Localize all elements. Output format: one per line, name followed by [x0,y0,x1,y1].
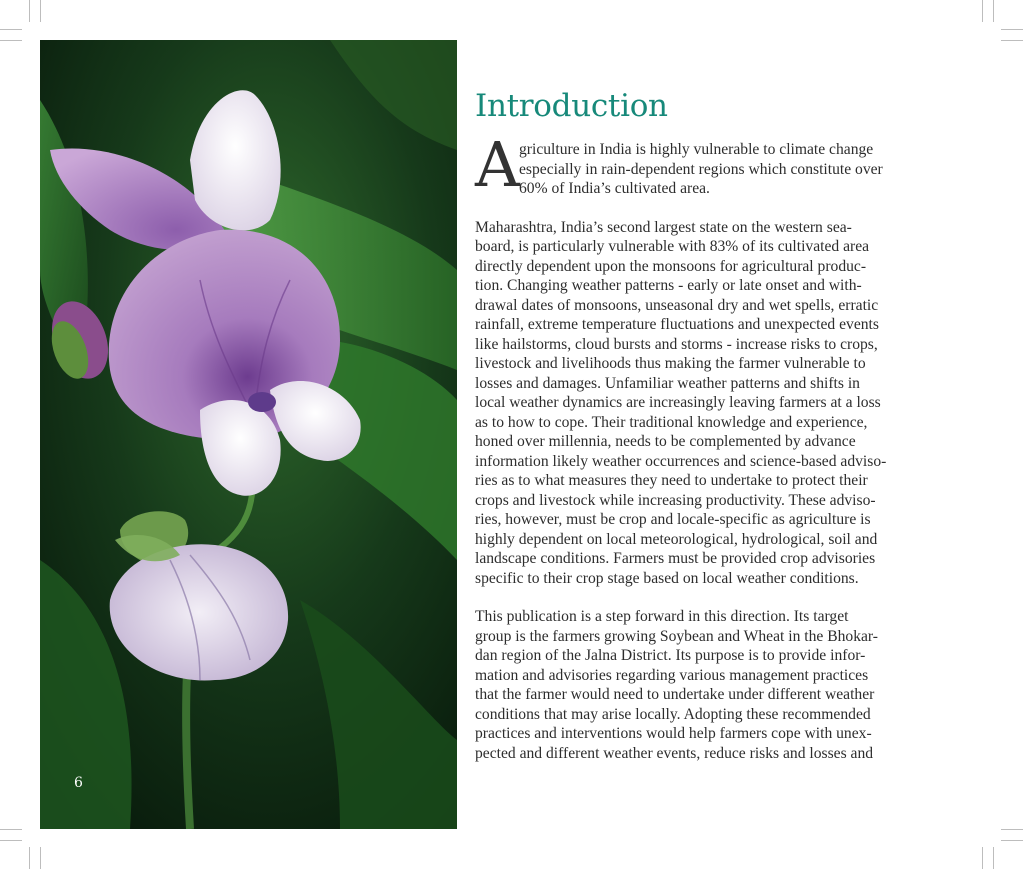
crop-mark [982,0,983,22]
paragraph-publication [475,607,935,763]
crop-mark [993,847,994,869]
paragraph-maharashtra [475,218,935,589]
crop-mark [1001,840,1023,841]
text-line: drawal dates of monsoons, unseasonal dry and wet spells, erratic [475,296,879,314]
text-line: ries, however, must be crop and locale-specific as agriculture is [475,511,871,528]
crop-mark [1001,29,1023,30]
crop-mark [982,847,983,869]
crop-mark [0,829,22,830]
text-line: especially in rain-dependent regions which constitute over [519,160,883,178]
crop-mark [40,0,41,22]
text-line: mation and advisories regarding various management practices [475,666,869,684]
crop-mark [40,847,41,869]
crop-mark [1001,40,1023,41]
text-line: pected and different weather events, reduce risks and losses and [475,744,874,762]
text-line: Maharashtra, India’s second largest state on the western sea- [475,218,852,236]
flower-photo [40,40,457,829]
text-line: directly dependent upon the monsoons for agricultural produc- [475,257,867,275]
text-line: losses and damages. Unfamiliar weather patterns and shifts in [475,374,860,392]
crop-mark [1001,829,1023,830]
drop-cap: A [475,128,520,201]
text-line: griculture in India is highly vulnerable to climate change [519,141,874,158]
intro-paragraph [475,128,935,201]
page-number: 6 [74,775,83,791]
text-line: livestock and livelihoods thus making the farmer vulnerable to [475,355,866,372]
page-title: Introduction [475,88,668,124]
crop-mark [0,840,22,841]
text-line: highly dependent on local meteorological, hydrological, soil and [475,530,878,548]
text-line: tion. Changing weather patterns - early or late onset and with- [475,277,862,294]
text-line: rainfall, extreme temperature fluctuations and unexpected events [475,316,879,333]
text-line: specific to their crop stage based on local weather conditions. [475,569,859,587]
text-line: that the farmer would need to undertake under different weather [475,686,875,703]
text-line: group is the farmers growing Soybean and Wheat in the Bhokar- [475,627,879,645]
text-line: like hailstorms, cloud bursts and storms - increase risks to crops, [475,335,878,353]
text-line: crops and livestock while increasing productivity. These adviso- [475,491,876,509]
text-line: honed over millennia, needs to be complemented by advance [475,433,856,450]
text-line: landscape conditions. Farmers must be provided crop advisories [475,550,876,567]
text-line: 60% of India’s cultivated area. [519,180,710,197]
text-line: information likely weather occurrences and science-based adviso- [475,452,887,470]
text-line: board, is particularly vulnerable with 83% of its cultivated area [475,238,870,255]
crop-mark [29,847,30,869]
text-line: dan region of the Jalna District. Its purpose is to provide infor- [475,647,866,664]
text-line: ries as to what measures they need to undertake to protect their [475,472,868,489]
text-line: local weather dynamics are increasingly leaving farmers at a loss [475,394,881,411]
text-line: practices and interventions would help farmers cope with unex- [475,725,872,742]
text-line: This publication is a step forward in this direction. Its target [475,608,849,625]
text-line: as to how to cope. Their traditional knowledge and experience, [475,413,868,431]
crop-mark [0,40,22,41]
text-line: conditions that may arise locally. Adopting these recommended [475,705,871,723]
crop-mark [29,0,30,22]
article [475,86,935,763]
crop-mark [993,0,994,22]
crop-mark [0,29,22,30]
